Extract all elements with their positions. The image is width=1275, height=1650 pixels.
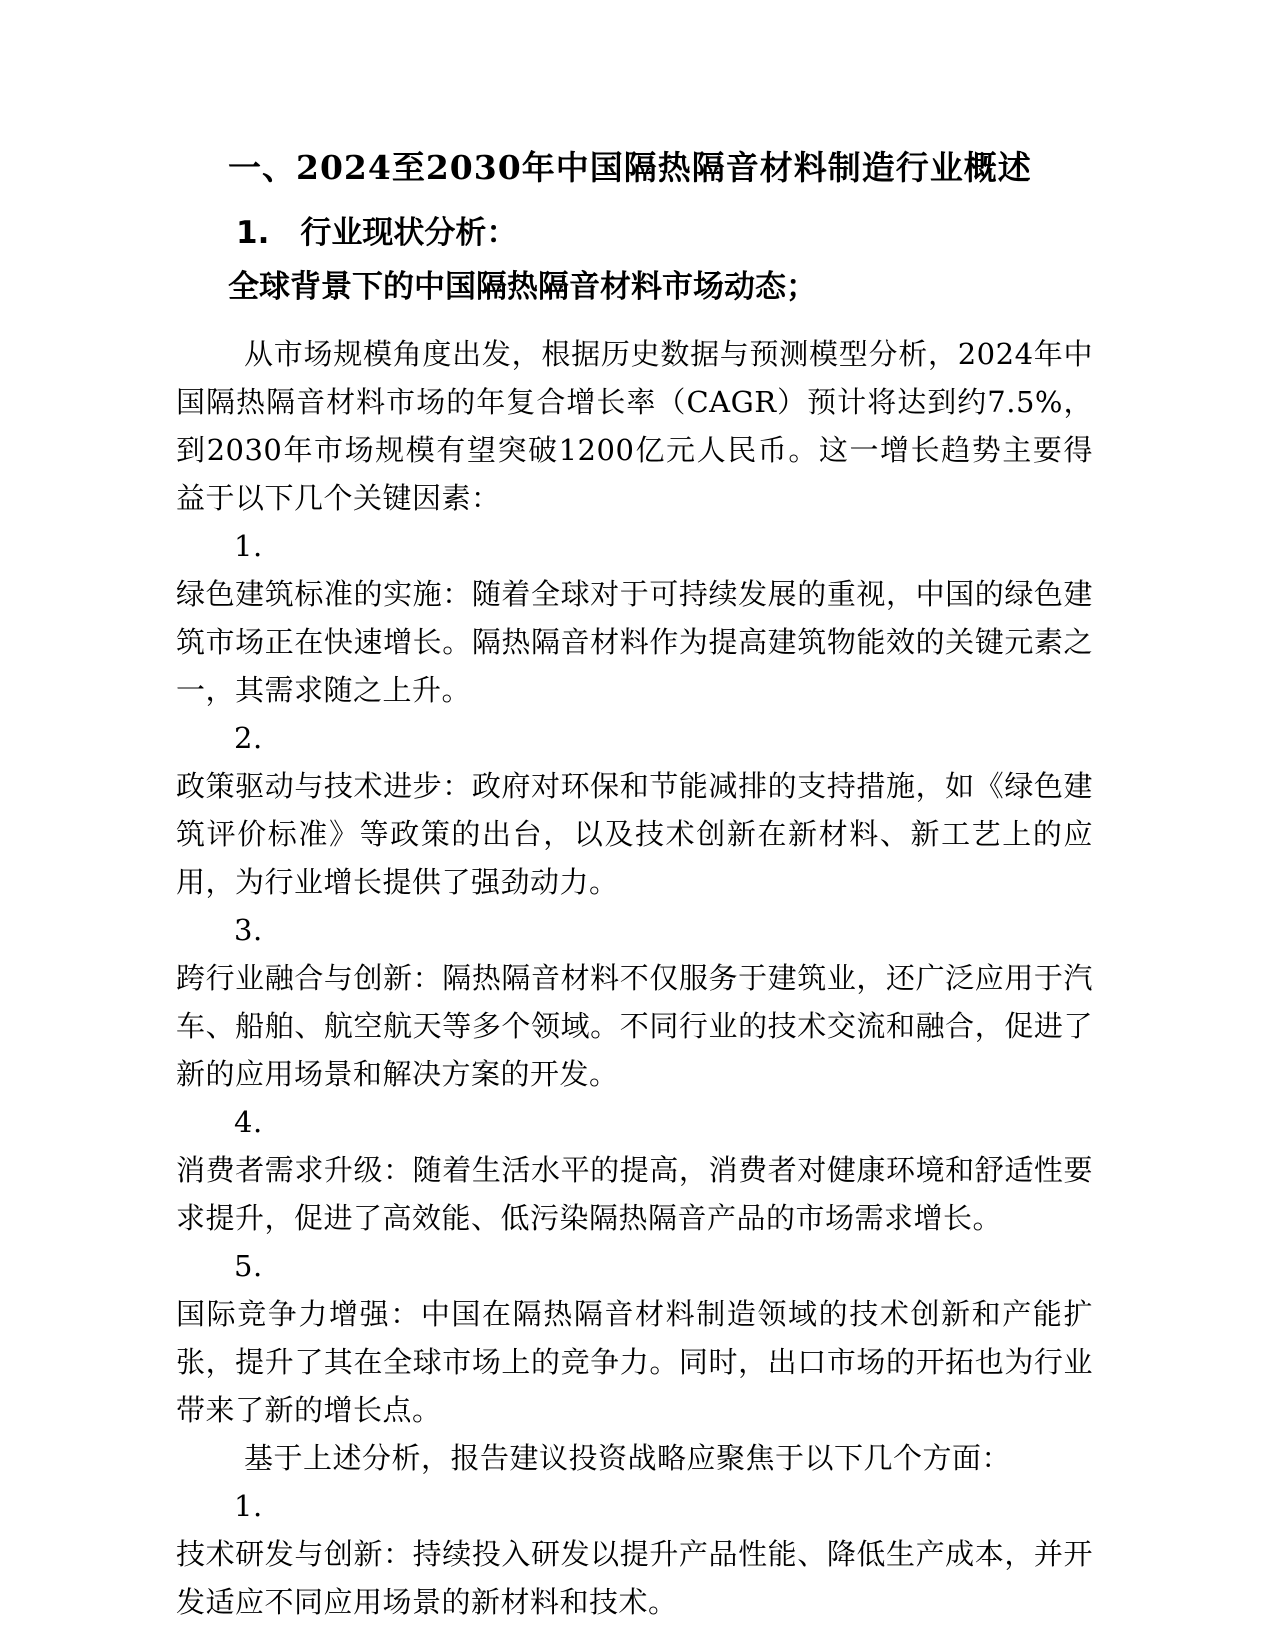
body-paragraph: 跨行业融合与创新：隔热隔音材料不仅服务于建筑业，还广泛应用于汽车、船舶、航空航天等多个领域。不同行业的技术交流和融合，促进了新的应用场景和解决方案的开发。	[176, 961, 1093, 1091]
document-body	[176, 330, 1093, 1626]
list-number: 5.	[234, 1249, 263, 1283]
body-paragraph: 绿色建筑标准的实施：随着全球对于可持续发展的重视，中国的绿色建筑市场正在快速增长。隔热隔音材料作为提高建筑物能效的关键元素之一，其需求随之上升。	[176, 577, 1093, 707]
body-paragraph: 消费者需求升级：随着生活水平的提高，消费者对健康环境和舒适性要求提升，促进了高效能、低污染隔热隔音产品的市场需求增长。	[176, 1153, 1093, 1235]
body-paragraph: 国际竞争力增强：中国在隔热隔音材料制造领域的技术创新和产能扩张，提升了其在全球市场上的竞争力。同时，出口市场的开拓也为行业带来了新的增长点。	[176, 1297, 1093, 1427]
section-subtitle: 全球背景下的中国隔热隔音材料市场动态；	[228, 269, 817, 305]
body-paragraph: 基于上述分析，报告建议投资战略应聚焦于以下几个方面：	[244, 1441, 1012, 1475]
section-heading: 1. 行业现状分析：	[236, 215, 518, 251]
list-number: 1.	[234, 529, 263, 563]
list-number: 1.	[234, 1489, 263, 1523]
document-title: 一、2024至2030年中国隔热隔音材料制造行业概述	[228, 148, 1032, 187]
list-number: 4.	[234, 1105, 263, 1139]
body-paragraph: 政策驱动与技术进步：政府对环保和节能减排的支持措施，如《绿色建筑评价标准》等政策的出台，以及技术创新在新材料、新工艺上的应用，为行业增长提供了强劲动力。	[176, 769, 1093, 899]
list-number: 3.	[234, 913, 263, 947]
list-number: 2.	[234, 721, 263, 755]
body-paragraph: 技术研发与创新：持续投入研发以提升产品性能、降低生产成本，并开发适应不同应用场景的新材料和技术。	[176, 1537, 1093, 1619]
body-paragraph: 从市场规模角度出发，根据历史数据与预测模型分析，2024年中国隔热隔音材料市场的年复合增长率（CAGR）预计将达到约7.5%，到2030年市场规模有望突破1200亿元人民币。这一增长趋势主要得益于以下几个关键因素：	[176, 337, 1093, 515]
